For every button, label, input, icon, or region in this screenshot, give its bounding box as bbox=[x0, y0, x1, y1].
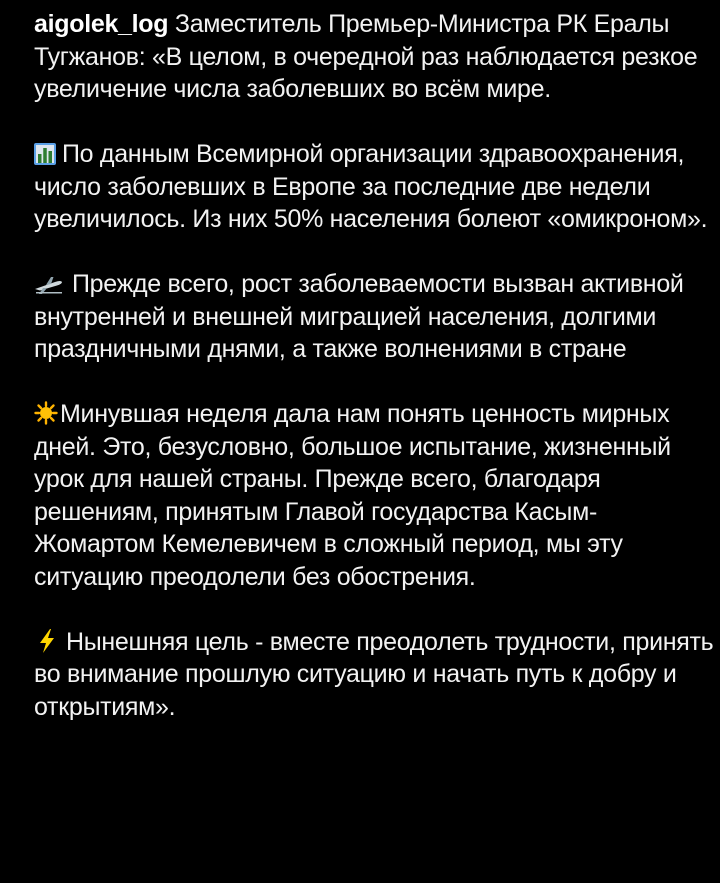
paragraph-gap bbox=[34, 366, 714, 399]
post-caption bbox=[34, 0, 714, 723]
paragraph-gap bbox=[34, 236, 714, 269]
paragraph-who-data bbox=[34, 138, 714, 236]
paragraph-gap bbox=[34, 106, 714, 139]
paragraph-text: По данным Всемирной организации здравоохранения, число заболевших в Европе за последние две недели увеличилось. Из них 50% населения болеют «омикроном». bbox=[34, 140, 708, 233]
lightning-icon bbox=[38, 629, 56, 653]
sun-icon bbox=[34, 401, 58, 425]
airplane-icon bbox=[34, 271, 64, 291]
paragraph-goal bbox=[34, 626, 714, 724]
username-link[interactable]: aigolek_log bbox=[34, 10, 169, 38]
paragraph-gap bbox=[34, 593, 714, 626]
paragraph-migration bbox=[34, 268, 714, 366]
caption-intro bbox=[34, 8, 714, 106]
clipped-previous-line bbox=[34, 0, 714, 8]
paragraph-text: Нынешняя цель - вместе преодолеть трудности, принять во внимание прошлую ситуацию и начать путь к добру и открытиям». bbox=[34, 627, 714, 721]
intro-text: Заместитель Премьер-Министра РК Ералы Тугжанов: «В целом, в очередной раз наблюдается резкое увеличение числа заболевших во всём мире. bbox=[34, 10, 698, 103]
paragraph-text: Прежде всего, рост заболеваемости вызван активной внутренней и внешней миграцией населения, долгими праздничными днями, а также волнениями в стране bbox=[34, 270, 684, 363]
bar-chart-icon bbox=[34, 141, 56, 163]
paragraph-text: Минувшая неделя дала нам понять ценность мирных дней. Это, безусловно, большое испытание, жизненный урок для нашей страны. Прежде всего, благодаря решениям, принятым Главой государства Касым-Жомартом Кемелевичем в сложный период, мы эту ситуацию преодолели без обострения. bbox=[34, 400, 671, 591]
paragraph-peaceful-days bbox=[34, 398, 714, 593]
